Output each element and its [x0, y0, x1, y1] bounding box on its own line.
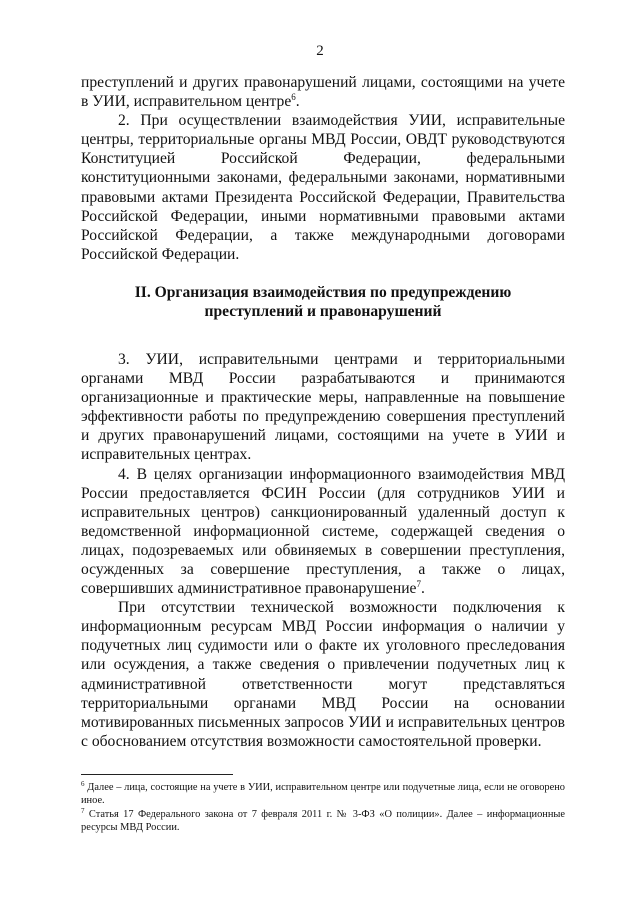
paragraph-text: 4. В целях организации информационного взаимодействия МВД России предоставляется ФСИН России (для сотрудников УИИ и исправительных центров) санкционированный удаленный доступ к ведомственной информационной системе, содержащей сведения о лицах, подозреваемых или обвиняемых в совершении преступления, осужденных за совершение преступления, а также о лицах, совершивших административное правонарушение: [81, 465, 565, 598]
footnote-reference: 6: [291, 92, 296, 103]
footnote-divider: [81, 774, 233, 775]
paragraph-5: При отсутствии технической возможности подключения к информационным ресурсам МВД России информация о наличии у подучетных лиц судимости или о факте их уголовного преследования или осуждения, а также сведения о привлечении подучетных лиц к административной ответственности могут представляться территориальными органами МВД России на основании мотивированных письменных запросов УИИ и исправительных центров с обоснованием отсутствия возможности самостоятельной проверки.: [81, 599, 565, 750]
paragraph-3: 3. УИИ, исправительными центрами и территориальными органами МВД России разрабатываются и принимаются организационные и практические меры, направленные на повышение эффективности работы по предупреждению совершения преступлений и других правонарушений лицами, состоящими на учете в УИИ и исправительных центрах.: [81, 350, 565, 464]
footnote-text: Статья 17 Федерального закона от 7 февраля 2011 г. № 3-ФЗ «О полиции». Далее – информационные ресурсы МВД России.: [81, 809, 565, 833]
section-heading-line-2: преступлений и правонарушений: [204, 303, 442, 321]
footnote-7: [81, 809, 565, 834]
footnote-6: [81, 782, 565, 807]
paragraph-tail: .: [420, 580, 425, 598]
document-body: [81, 73, 565, 751]
paragraph-2: 2. При осуществлении взаимодействия УИИ, исправительные центры, территориальные органы МВД России, ОВДТ руководствуются Конституцией Российской Федерации, федеральными конституционными законами, федеральными законами, нормативными правовыми актами Президента Российской Федерации, Правительства Российской Федерации, иными нормативными правовыми актами Российской Федерации, а также международными договорами Российской Федерации.: [81, 112, 565, 263]
footnote-text: Далее – лица, состоящие на учете в УИИ, исправительном центре или подучетные лица, если не оговорено иное.: [81, 782, 565, 806]
paragraph-text: преступлений и других правонарушений лицами, состоящими на учете в УИИ, исправительном центре: [81, 74, 565, 111]
footnotes: [81, 782, 565, 836]
footnote-mark: 6: [81, 780, 85, 788]
paragraph-4: [81, 465, 565, 599]
section-heading: [81, 283, 565, 322]
section-heading-line-1: II. Организация взаимодействия по предупреждению: [134, 283, 512, 301]
paragraph-continuation: [81, 73, 565, 111]
footnote-mark: 7: [81, 807, 85, 816]
paragraph-tail: .: [295, 93, 300, 111]
page-number: 2: [316, 43, 324, 59]
footnote-reference: 7: [416, 579, 421, 590]
